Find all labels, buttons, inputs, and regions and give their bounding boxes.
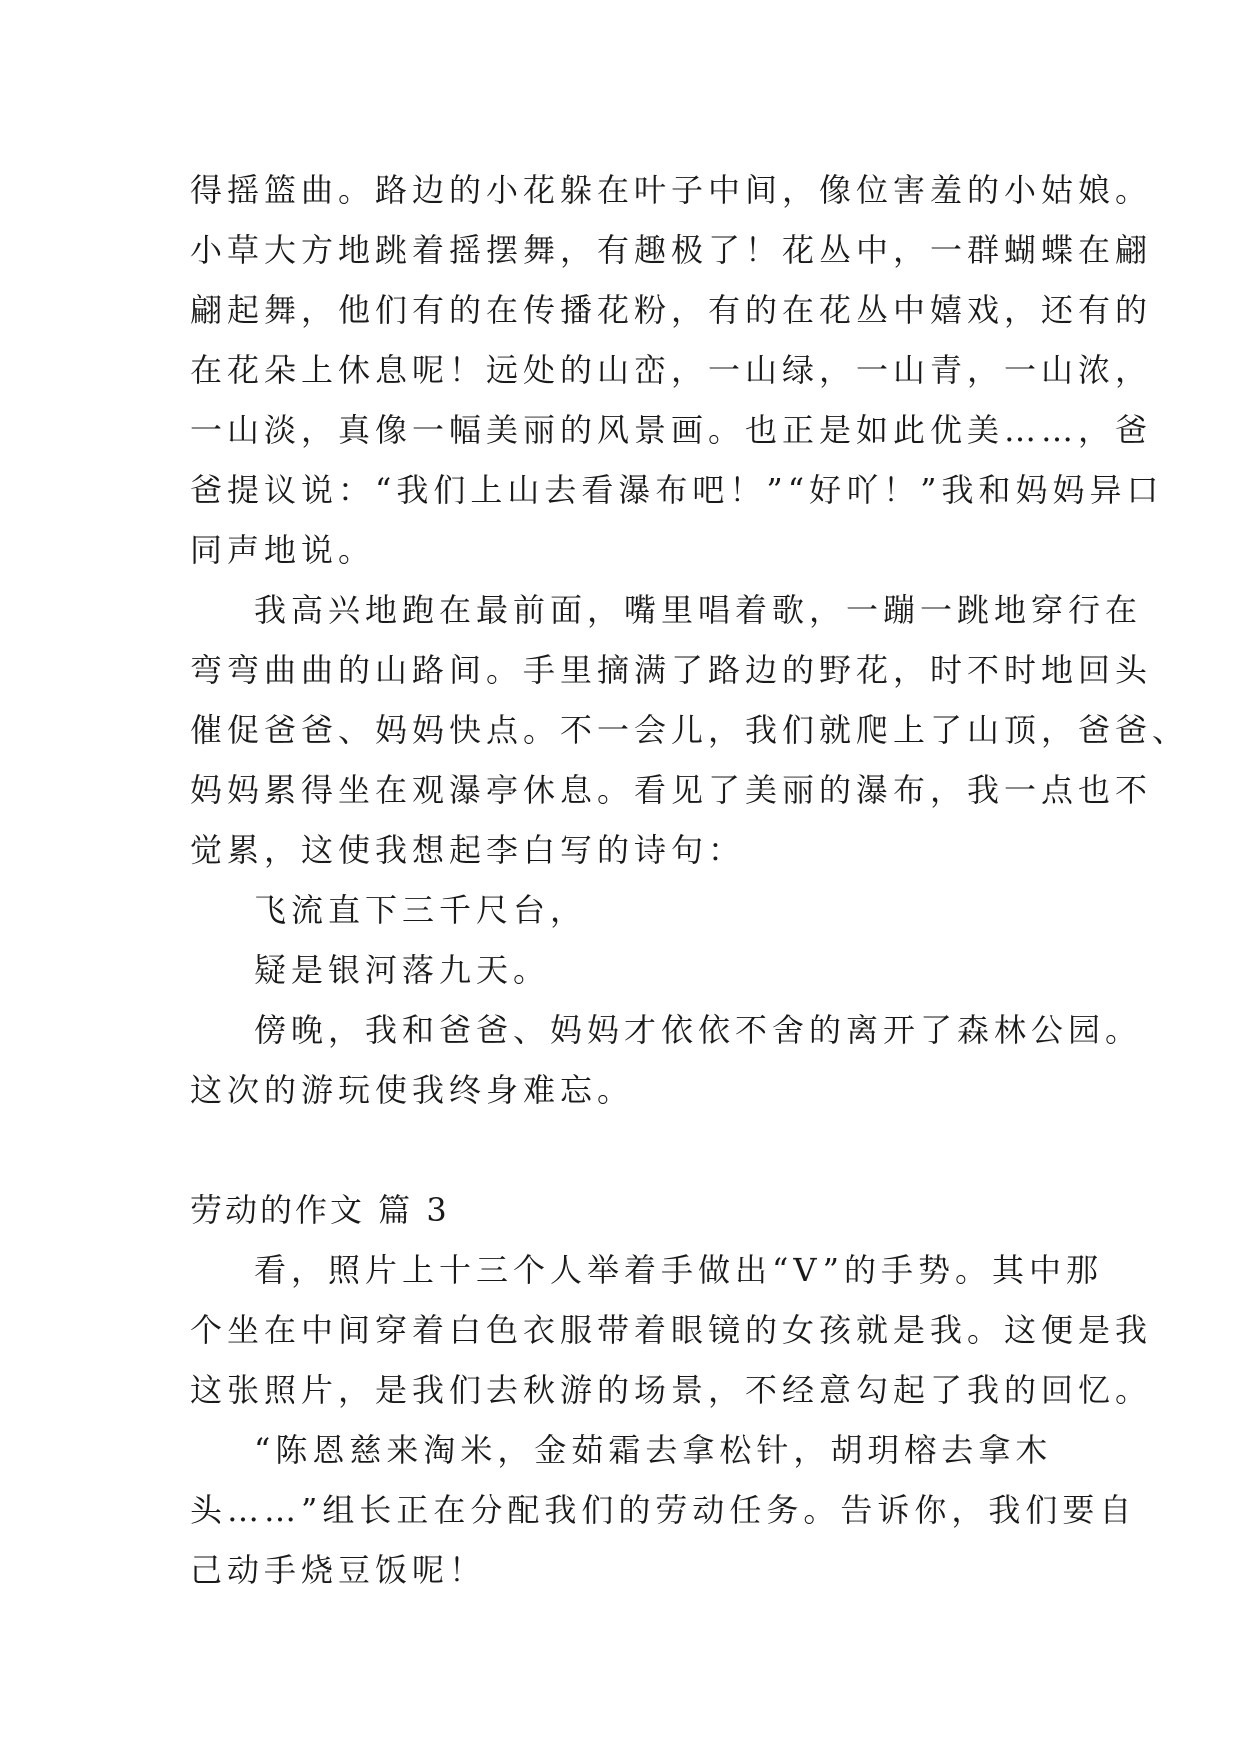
text-line: 觉累，这使我想起李白写的诗句：	[190, 831, 746, 869]
poem-line: 飞流直下三千尺台，	[254, 891, 588, 929]
text-line: 催促爸爸、妈妈快点。不一会儿，我们就爬上了山顶，爸爸、	[190, 711, 1190, 749]
poem-line: 疑是银河落九天。	[254, 951, 551, 989]
text-line: 爸提议说：“我们上山去看瀑布吧！”“好吖！”我和妈妈异口	[190, 471, 1164, 509]
paragraph-4	[190, 1240, 1153, 1420]
text-line: 同声地说。	[190, 531, 376, 569]
text-line: 翩起舞，他们有的在传播花粉，有的在花丛中嬉戏，还有的	[190, 291, 1153, 329]
text-line: 己动手烧豆饭呢！	[190, 1551, 487, 1589]
text-line: 我高兴地跑在最前面，嘴里唱着歌，一蹦一跳地穿行在	[254, 591, 1143, 629]
text-line: 一山淡，真像一幅美丽的风景画。也正是如此优美……，爸	[190, 411, 1153, 449]
text-line: 头……”组长正在分配我们的劳动任务。告诉你，我们要自	[190, 1491, 1137, 1529]
text-line: “陈恩慈来淘米，金茹霜去拿松针，胡玥榕去拿木	[254, 1431, 1053, 1469]
paragraph-1	[190, 160, 1164, 580]
section-spacer	[190, 1120, 1070, 1180]
paragraph-2	[190, 580, 1190, 880]
text-line: 弯弯曲曲的山路间。手里摘满了路边的野花，时不时地回头	[190, 651, 1153, 689]
text-line: 傍晚，我和爸爸、妈妈才依依不舍的离开了森林公园。	[254, 1011, 1143, 1049]
section-heading: 劳动的作文 篇 3	[190, 1191, 450, 1229]
text-line: 妈妈累得坐在观瀑亭休息。看见了美丽的瀑布，我一点也不	[190, 771, 1153, 809]
text-line: 在花朵上休息呢！远处的山峦，一山绿，一山青，一山浓，	[190, 351, 1153, 389]
poem	[190, 880, 1070, 1000]
text-line: 这张照片，是我们去秋游的场景，不经意勾起了我的回忆。	[190, 1371, 1153, 1409]
text-line: 个坐在中间穿着白色衣服带着眼镜的女孩就是我。这便是我	[190, 1311, 1153, 1349]
document-page	[190, 160, 1190, 1600]
text-line: 这次的游玩使我终身难忘。	[190, 1071, 635, 1109]
text-line: 看，照片上十三个人举着手做出“V”的手势。其中那	[254, 1251, 1104, 1289]
text-line: 得摇篮曲。路边的小花躲在叶子中间，像位害羞的小姑娘。	[190, 171, 1153, 209]
paragraph-5	[190, 1420, 1137, 1600]
text-line: 小草大方地跳着摇摆舞，有趣极了！花丛中，一群蝴蝶在翩	[190, 231, 1153, 269]
paragraph-3	[190, 1000, 1143, 1120]
